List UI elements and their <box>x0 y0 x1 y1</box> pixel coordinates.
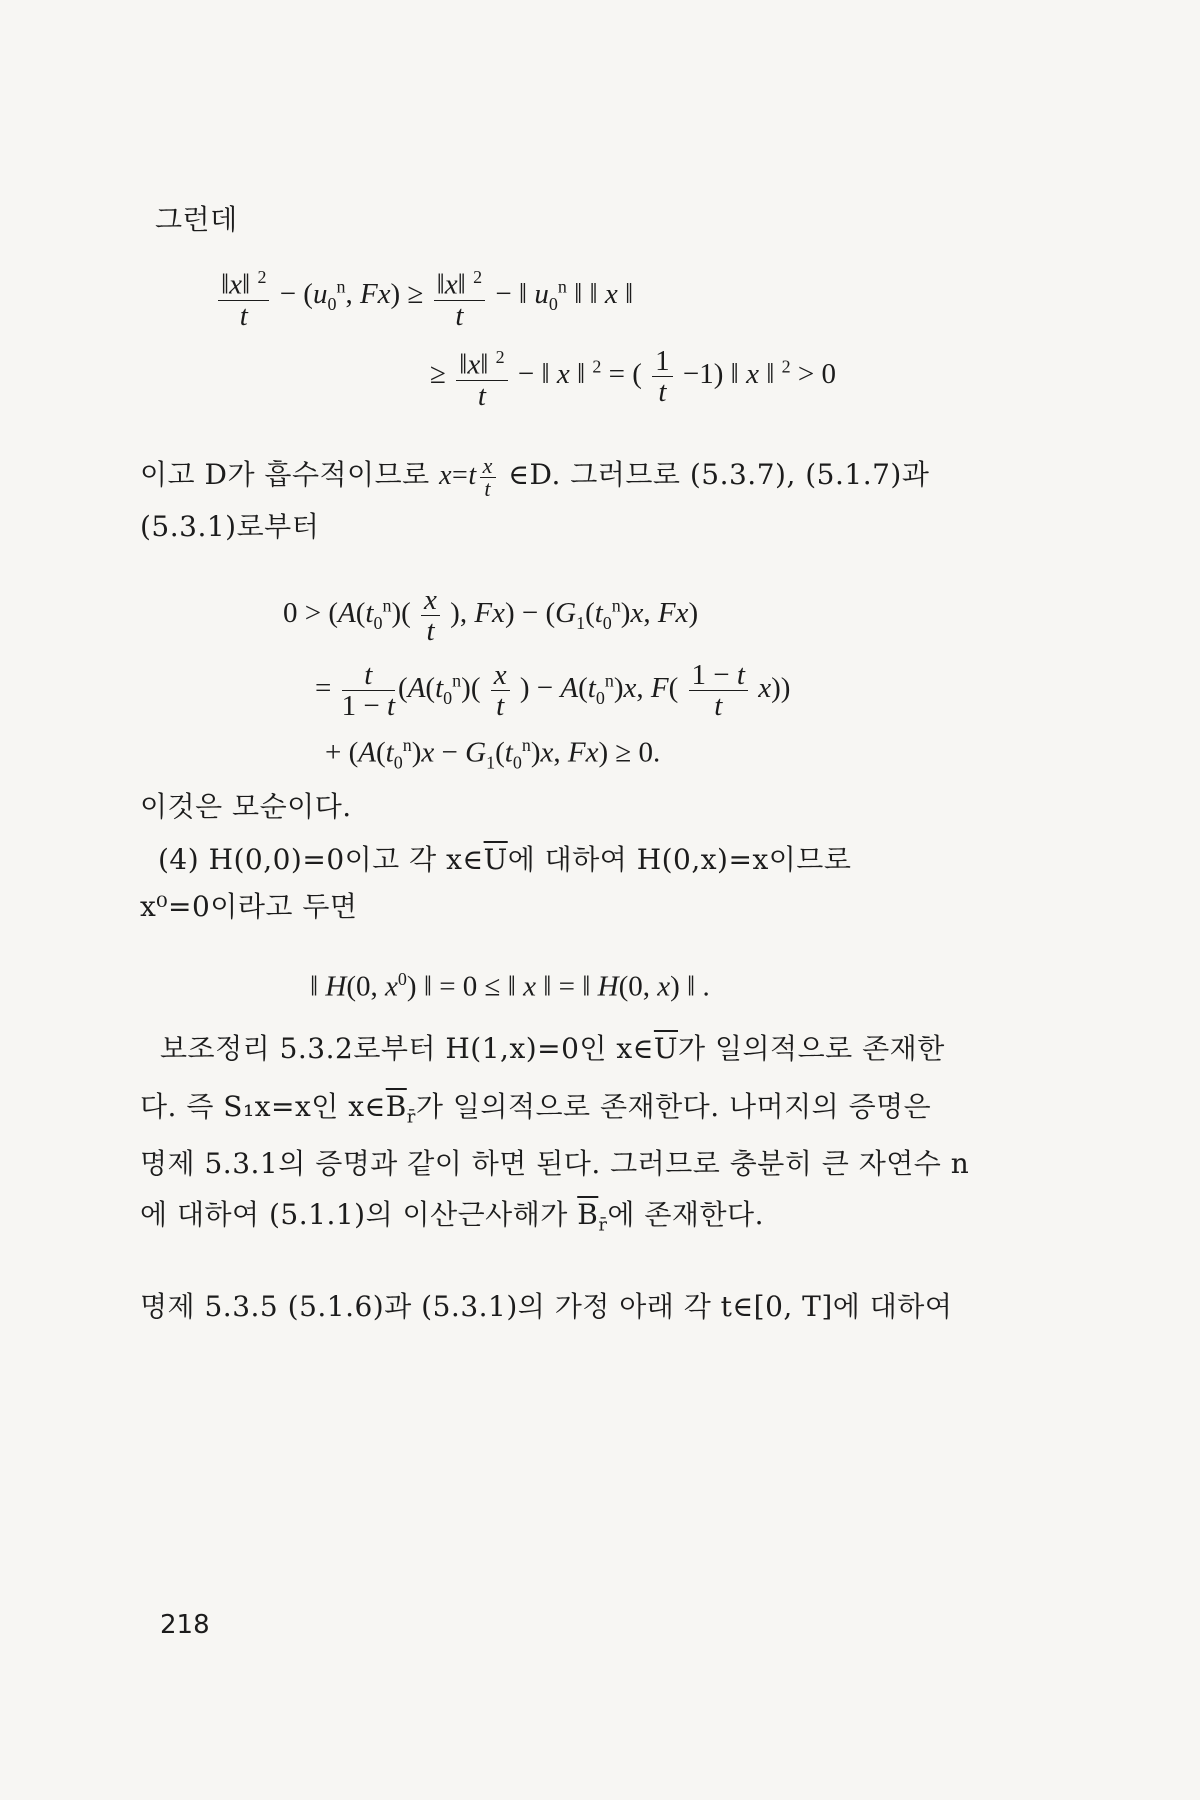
proposition-heading: 명제 5.3.5 (5.1.6)과 (5.3.1)의 가정 아래 각 t∈[0, T]에 대하여 <box>140 1290 953 1323</box>
step-4-line-1: (4) H(0,0)=0이고 각 $x\in\overline{U}$에 대하여 H(0,x)=x이므로 <box>158 843 852 876</box>
equation-line-3: $0 > (A(t_0^n)$( $\frac{x}{t}$ ), $Fx) - (G_1(t_0^n)x$, Fx) <box>283 584 699 647</box>
equation-line-6: ‖ H(0, $x^0$) ‖ = 0 ≤ ‖ x ‖ = ‖ H(0, x) ‖ . <box>310 969 710 1003</box>
contradiction-text: 이것은 모순이다. <box>140 790 352 823</box>
paragraph-1-line-2: (5.3.1)로부터 <box>140 510 320 543</box>
lemma-line-3: 명제 5.3.1의 증명과 같이 하면 된다. 그러므로 충분히 큰 자연수 n <box>140 1147 970 1180</box>
paragraph-1-line-1: 이고 D가 흡수적이므로 x=t $\frac{x}{t}$ ∈D. 그러므로 (5.3.7), (5.1.7)과 <box>140 453 930 501</box>
lemma-line-4: 에 대하여 (5.1.1)의 이산근사해가 $\overline{B}_{r̄}$에 존재한다. <box>140 1198 764 1236</box>
equation-line-2: ≥ $\frac{‖x‖ ^2}{t}$ − ‖ x ‖ $^2$ = ( $\frac{1}{t}$ −1) ‖ x ‖ $^2$ > 0 <box>430 342 836 411</box>
lemma-line-2: 다. 즉 S₁x=x인 $x\in\overline{B}_{r̄}$가 일의적으로 존재한다. 나머지의 증명은 <box>140 1090 932 1128</box>
step-4-line-2: x⁰=0이라고 두면 <box>140 890 358 923</box>
lemma-line-1: 보조정리 5.3.2로부터 H(1,x)=0인 $x\in\overline{U}$가 일의적으로 존재한 <box>160 1032 945 1065</box>
equation-line-1: $\frac{‖x‖ ^2}{t}$ − ($u_0^n$, Fx) ≥ $\frac{‖x‖ ^2}{t}$ − ‖ $u_0^n$ ‖ ‖ x ‖ <box>215 262 633 331</box>
page-number: 218 <box>160 1610 210 1640</box>
intro-text: 그런데 <box>155 203 238 236</box>
equation-line-4: = $\frac{t}{1 - t}$ ($A(t_0^n)$( $\frac{x}{t}$ ) − $A(t_0^n)x$, F( $\frac{1 - t}{t}$ x)) <box>315 659 791 722</box>
equation-line-5: + ($A(t_0^n)x - G_1(t_0^n)x$, Fx) ≥ 0. <box>325 735 661 773</box>
